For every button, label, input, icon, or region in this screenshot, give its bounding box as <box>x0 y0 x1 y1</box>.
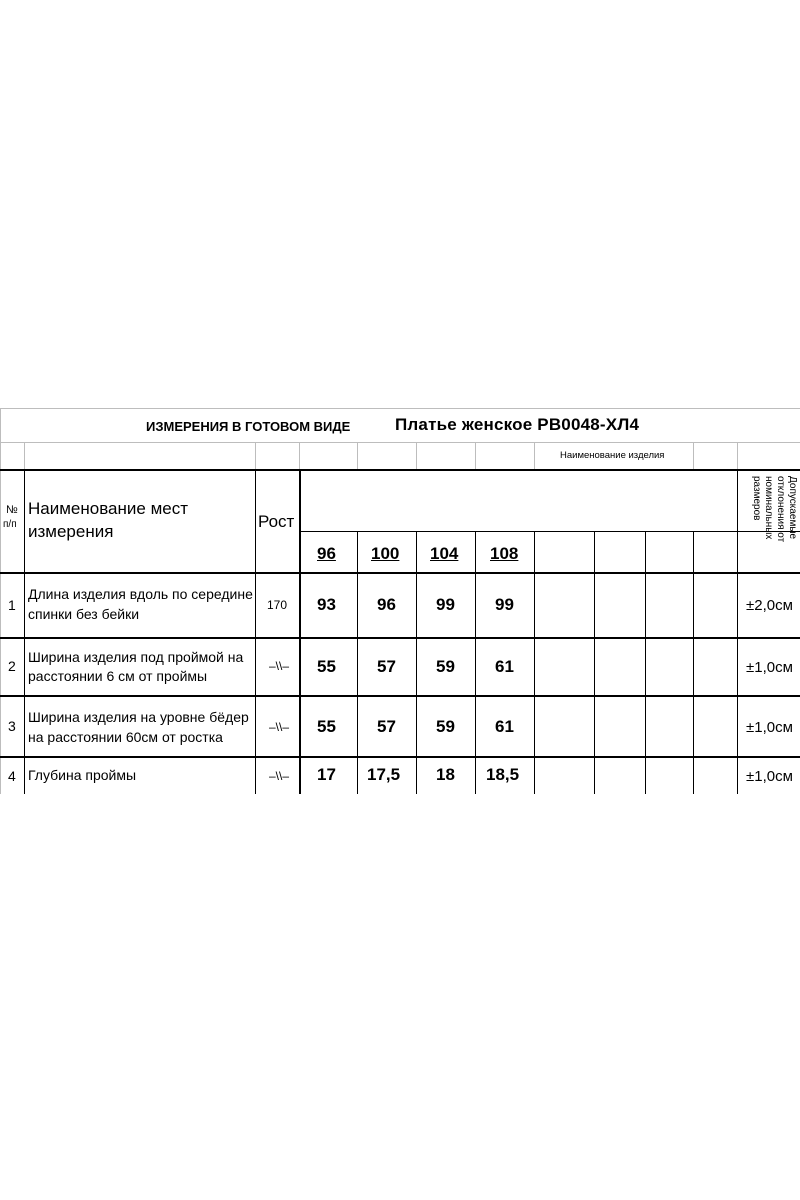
table-border-left <box>0 408 1 794</box>
row-name-line1: Ширина изделия на уровне бёдер <box>28 709 249 725</box>
row-value-96: 55 <box>317 657 336 676</box>
product-title: Платье женское РВ0048-ХЛ4 <box>395 415 640 434</box>
row-value-100: 96 <box>377 595 396 614</box>
col-line <box>594 531 595 794</box>
row-number: 1 <box>8 597 16 613</box>
row-value-100: 57 <box>377 657 396 676</box>
row-name-line2: на расстоянии 60см от ростка <box>28 729 223 745</box>
row-value-96: 17 <box>317 765 336 784</box>
row-tolerance: ±1,0см <box>746 659 793 676</box>
size-header-100: 100 <box>371 544 400 563</box>
number-column-label: № <box>6 504 18 516</box>
row-height: 170 <box>267 598 288 612</box>
col-line <box>693 531 694 794</box>
row-value-104: 59 <box>436 657 455 676</box>
row-height: –\\– <box>269 769 290 783</box>
name-column-label: Наименование мест <box>28 499 188 518</box>
row-value-104: 18 <box>436 765 455 784</box>
row-value-104: 99 <box>436 595 455 614</box>
grid-tick <box>299 442 300 470</box>
table-border-top <box>0 408 800 409</box>
row-tolerance: ±2,0см <box>746 597 793 614</box>
header-bottom-line <box>0 572 800 574</box>
grid-tick <box>693 442 694 470</box>
row-tolerance: ±1,0см <box>746 719 793 736</box>
size-header-108: 108 <box>490 544 519 563</box>
height-column-label: Рост <box>258 512 295 531</box>
grid-tick <box>357 442 358 470</box>
tolerance-label-line: Допускаемые <box>787 476 798 540</box>
col-line <box>475 531 476 794</box>
col-line <box>737 470 738 794</box>
row-value-100: 57 <box>377 717 396 736</box>
row-value-108: 61 <box>495 657 514 676</box>
title-row-divider <box>0 442 800 443</box>
row-name-line2: расстоянии 6 см от проймы <box>28 668 208 684</box>
tolerance-label-line: номинальных <box>763 476 774 540</box>
size-header-96: 96 <box>317 544 336 563</box>
size-row-line <box>299 531 800 532</box>
col-line <box>357 531 358 794</box>
grid-tick <box>475 442 476 470</box>
row-2-bottom-line <box>0 695 800 697</box>
row-value-100: 17,5 <box>367 765 401 784</box>
size-header-104: 104 <box>430 544 459 563</box>
col-line <box>24 470 25 794</box>
row-value-96: 55 <box>317 717 336 736</box>
row-height: –\\– <box>269 720 290 734</box>
name-column-label-line2: измерения <box>28 522 114 541</box>
col-line <box>255 470 256 794</box>
product-name-caption: Наименование изделия <box>560 450 665 461</box>
col-line <box>416 531 417 794</box>
tolerance-label-line: размеров <box>751 476 762 521</box>
row-value-108: 99 <box>495 595 514 614</box>
col-line <box>299 470 301 794</box>
row-tolerance: ±1,0см <box>746 768 793 785</box>
tolerance-label-line: отклонения от <box>775 476 786 543</box>
row-value-108: 61 <box>495 717 514 736</box>
measurement-table <box>0 408 800 794</box>
row-height: –\\– <box>269 659 290 673</box>
row-name-line2: спинки без бейки <box>28 606 140 622</box>
section-title: ИЗМЕРЕНИЯ В ГОТОВОМ ВИДЕ <box>146 419 351 434</box>
number-column-sublabel: п/п <box>3 519 17 530</box>
row-number: 2 <box>8 658 16 674</box>
row-3-bottom-line <box>0 756 800 758</box>
grid-tick <box>24 442 25 470</box>
row-1-bottom-line <box>0 637 800 639</box>
col-line <box>645 531 646 794</box>
grid-tick <box>737 442 738 470</box>
row-name-line1: Длина изделия вдоль по середине <box>28 586 253 602</box>
grid-tick <box>255 442 256 470</box>
header-top-line <box>0 469 800 471</box>
row-name-line1: Глубина проймы <box>28 767 137 783</box>
col-line <box>534 531 535 794</box>
row-value-96: 93 <box>317 595 336 614</box>
grid-tick <box>416 442 417 470</box>
row-name-line1: Ширина изделия под проймой на <box>28 649 244 665</box>
grid-tick <box>534 442 535 470</box>
row-number: 4 <box>8 768 16 784</box>
row-number: 3 <box>8 718 16 734</box>
row-value-104: 59 <box>436 717 455 736</box>
row-value-108: 18,5 <box>486 765 520 784</box>
